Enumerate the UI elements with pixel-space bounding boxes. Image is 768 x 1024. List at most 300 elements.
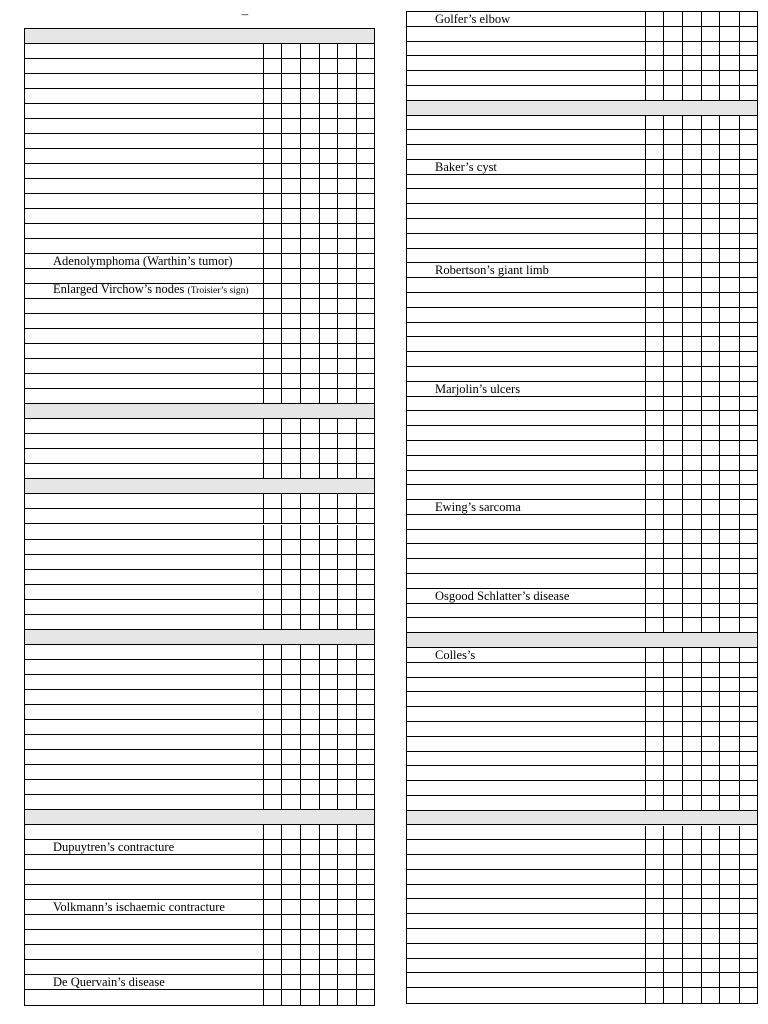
check-cell[interactable] [719, 323, 739, 338]
check-cell[interactable] [645, 692, 663, 707]
check-cell[interactable] [701, 530, 719, 545]
check-cell[interactable] [281, 795, 300, 810]
check-cell[interactable] [645, 278, 663, 293]
check-cell[interactable] [682, 130, 701, 145]
check-cell[interactable] [319, 990, 337, 1005]
check-cell[interactable] [682, 530, 701, 545]
check-cell[interactable] [739, 855, 757, 870]
check-cell[interactable] [337, 915, 356, 930]
check-cell[interactable] [300, 494, 319, 509]
check-cell[interactable] [319, 209, 337, 224]
check-cell[interactable] [356, 329, 374, 344]
check-cell[interactable] [663, 559, 682, 574]
check-cell[interactable] [645, 189, 663, 204]
check-cell[interactable] [319, 900, 337, 915]
check-cell[interactable] [337, 855, 356, 870]
check-cell[interactable] [337, 419, 356, 434]
check-cell[interactable] [701, 71, 719, 86]
check-cell[interactable] [300, 525, 319, 540]
check-cell[interactable] [739, 870, 757, 885]
check-cell[interactable] [701, 278, 719, 293]
check-cell[interactable] [682, 618, 701, 633]
check-cell[interactable] [319, 494, 337, 509]
check-cell[interactable] [663, 293, 682, 308]
check-cell[interactable] [663, 929, 682, 944]
check-cell[interactable] [300, 119, 319, 134]
check-cell[interactable] [739, 737, 757, 752]
check-cell[interactable] [356, 89, 374, 104]
check-cell[interactable] [682, 145, 701, 160]
check-cell[interactable] [300, 149, 319, 164]
check-cell[interactable] [719, 56, 739, 71]
check-cell[interactable] [719, 781, 739, 796]
check-cell[interactable] [645, 382, 663, 397]
check-cell[interactable] [263, 540, 281, 555]
check-cell[interactable] [701, 130, 719, 145]
check-cell[interactable] [337, 795, 356, 810]
check-cell[interactable] [281, 870, 300, 885]
check-cell[interactable] [281, 344, 300, 359]
check-cell[interactable] [682, 382, 701, 397]
check-cell[interactable] [337, 149, 356, 164]
check-cell[interactable] [281, 494, 300, 509]
check-cell[interactable] [739, 959, 757, 974]
check-cell[interactable] [719, 944, 739, 959]
check-cell[interactable] [739, 914, 757, 929]
check-cell[interactable] [739, 42, 757, 57]
check-cell[interactable] [719, 397, 739, 412]
check-cell[interactable] [356, 104, 374, 119]
check-cell[interactable] [701, 781, 719, 796]
check-cell[interactable] [356, 419, 374, 434]
check-cell[interactable] [645, 678, 663, 693]
check-cell[interactable] [356, 194, 374, 209]
check-cell[interactable] [337, 284, 356, 299]
check-cell[interactable] [337, 269, 356, 284]
check-cell[interactable] [645, 973, 663, 988]
check-cell[interactable] [300, 945, 319, 960]
check-cell[interactable] [263, 179, 281, 194]
check-cell[interactable] [263, 705, 281, 720]
check-cell[interactable] [263, 314, 281, 329]
check-cell[interactable] [300, 329, 319, 344]
check-cell[interactable] [663, 707, 682, 722]
check-cell[interactable] [719, 899, 739, 914]
check-cell[interactable] [682, 544, 701, 559]
check-cell[interactable] [337, 960, 356, 975]
check-cell[interactable] [337, 89, 356, 104]
check-cell[interactable] [300, 765, 319, 780]
check-cell[interactable] [701, 707, 719, 722]
check-cell[interactable] [682, 397, 701, 412]
check-cell[interactable] [281, 900, 300, 915]
check-cell[interactable] [645, 752, 663, 767]
check-cell[interactable] [645, 618, 663, 633]
check-cell[interactable] [319, 164, 337, 179]
check-cell[interactable] [719, 663, 739, 678]
check-cell[interactable] [337, 179, 356, 194]
check-cell[interactable] [701, 323, 719, 338]
check-cell[interactable] [719, 648, 739, 663]
check-cell[interactable] [739, 471, 757, 486]
check-cell[interactable] [319, 825, 337, 840]
check-cell[interactable] [663, 752, 682, 767]
check-cell[interactable] [337, 509, 356, 524]
check-cell[interactable] [719, 485, 739, 500]
check-cell[interactable] [281, 765, 300, 780]
check-cell[interactable] [663, 397, 682, 412]
check-cell[interactable] [263, 525, 281, 540]
check-cell[interactable] [263, 89, 281, 104]
check-cell[interactable] [263, 750, 281, 765]
check-cell[interactable] [319, 870, 337, 885]
check-cell[interactable] [682, 944, 701, 959]
check-cell[interactable] [356, 239, 374, 254]
check-cell[interactable] [682, 189, 701, 204]
check-cell[interactable] [319, 509, 337, 524]
check-cell[interactable] [701, 885, 719, 900]
check-cell[interactable] [663, 678, 682, 693]
check-cell[interactable] [281, 104, 300, 119]
check-cell[interactable] [356, 930, 374, 945]
check-cell[interactable] [645, 293, 663, 308]
check-cell[interactable] [663, 382, 682, 397]
check-cell[interactable] [300, 179, 319, 194]
check-cell[interactable] [645, 219, 663, 234]
check-cell[interactable] [356, 119, 374, 134]
check-cell[interactable] [356, 735, 374, 750]
check-cell[interactable] [319, 359, 337, 374]
check-cell[interactable] [645, 485, 663, 500]
check-cell[interactable] [356, 900, 374, 915]
check-cell[interactable] [263, 464, 281, 479]
check-cell[interactable] [645, 988, 663, 1003]
check-cell[interactable] [337, 209, 356, 224]
check-cell[interactable] [719, 234, 739, 249]
check-cell[interactable] [319, 314, 337, 329]
check-cell[interactable] [719, 189, 739, 204]
check-cell[interactable] [739, 929, 757, 944]
check-cell[interactable] [356, 299, 374, 314]
check-cell[interactable] [701, 618, 719, 633]
check-cell[interactable] [645, 870, 663, 885]
check-cell[interactable] [739, 885, 757, 900]
check-cell[interactable] [739, 559, 757, 574]
check-cell[interactable] [645, 944, 663, 959]
check-cell[interactable] [319, 585, 337, 600]
check-cell[interactable] [300, 464, 319, 479]
check-cell[interactable] [645, 515, 663, 530]
check-cell[interactable] [281, 720, 300, 735]
check-cell[interactable] [356, 224, 374, 239]
check-cell[interactable] [682, 337, 701, 352]
check-cell[interactable] [319, 555, 337, 570]
check-cell[interactable] [645, 559, 663, 574]
check-cell[interactable] [663, 234, 682, 249]
check-cell[interactable] [319, 930, 337, 945]
check-cell[interactable] [337, 555, 356, 570]
check-cell[interactable] [356, 975, 374, 990]
check-cell[interactable] [645, 426, 663, 441]
check-cell[interactable] [739, 116, 757, 131]
check-cell[interactable] [281, 525, 300, 540]
check-cell[interactable] [356, 314, 374, 329]
check-cell[interactable] [300, 344, 319, 359]
check-cell[interactable] [300, 314, 319, 329]
check-cell[interactable] [263, 284, 281, 299]
check-cell[interactable] [719, 411, 739, 426]
check-cell[interactable] [719, 870, 739, 885]
check-cell[interactable] [682, 308, 701, 323]
check-cell[interactable] [281, 119, 300, 134]
check-cell[interactable] [300, 750, 319, 765]
check-cell[interactable] [739, 308, 757, 323]
check-cell[interactable] [739, 678, 757, 693]
check-cell[interactable] [663, 471, 682, 486]
check-cell[interactable] [319, 44, 337, 59]
check-cell[interactable] [719, 752, 739, 767]
check-cell[interactable] [281, 59, 300, 74]
check-cell[interactable] [337, 359, 356, 374]
check-cell[interactable] [663, 500, 682, 515]
check-cell[interactable] [682, 885, 701, 900]
check-cell[interactable] [719, 840, 739, 855]
check-cell[interactable] [356, 359, 374, 374]
check-cell[interactable] [319, 840, 337, 855]
check-cell[interactable] [337, 945, 356, 960]
check-cell[interactable] [739, 130, 757, 145]
check-cell[interactable] [300, 134, 319, 149]
check-cell[interactable] [300, 44, 319, 59]
check-cell[interactable] [663, 826, 682, 841]
check-cell[interactable] [356, 74, 374, 89]
check-cell[interactable] [356, 705, 374, 720]
check-cell[interactable] [682, 204, 701, 219]
check-cell[interactable] [739, 663, 757, 678]
check-cell[interactable] [356, 59, 374, 74]
check-cell[interactable] [682, 293, 701, 308]
check-cell[interactable] [356, 44, 374, 59]
check-cell[interactable] [719, 574, 739, 589]
check-cell[interactable] [281, 239, 300, 254]
check-cell[interactable] [337, 344, 356, 359]
check-cell[interactable] [701, 352, 719, 367]
check-cell[interactable] [719, 530, 739, 545]
check-cell[interactable] [701, 722, 719, 737]
check-cell[interactable] [739, 411, 757, 426]
check-cell[interactable] [337, 930, 356, 945]
check-cell[interactable] [281, 990, 300, 1005]
check-cell[interactable] [263, 600, 281, 615]
check-cell[interactable] [645, 530, 663, 545]
check-cell[interactable] [281, 825, 300, 840]
check-cell[interactable] [719, 130, 739, 145]
check-cell[interactable] [663, 160, 682, 175]
check-cell[interactable] [701, 367, 719, 382]
check-cell[interactable] [281, 74, 300, 89]
check-cell[interactable] [281, 89, 300, 104]
check-cell[interactable] [645, 411, 663, 426]
check-cell[interactable] [701, 914, 719, 929]
check-cell[interactable] [281, 735, 300, 750]
check-cell[interactable] [701, 899, 719, 914]
check-cell[interactable] [645, 116, 663, 131]
check-cell[interactable] [719, 116, 739, 131]
check-cell[interactable] [319, 74, 337, 89]
check-cell[interactable] [263, 149, 281, 164]
check-cell[interactable] [300, 885, 319, 900]
check-cell[interactable] [281, 750, 300, 765]
check-cell[interactable] [739, 441, 757, 456]
check-cell[interactable] [663, 589, 682, 604]
check-cell[interactable] [701, 42, 719, 57]
check-cell[interactable] [319, 855, 337, 870]
check-cell[interactable] [263, 615, 281, 630]
check-cell[interactable] [645, 663, 663, 678]
check-cell[interactable] [263, 119, 281, 134]
check-cell[interactable] [663, 544, 682, 559]
check-cell[interactable] [701, 145, 719, 160]
check-cell[interactable] [356, 284, 374, 299]
check-cell[interactable] [281, 615, 300, 630]
check-cell[interactable] [356, 525, 374, 540]
check-cell[interactable] [319, 750, 337, 765]
check-cell[interactable] [281, 284, 300, 299]
check-cell[interactable] [356, 960, 374, 975]
check-cell[interactable] [300, 660, 319, 675]
check-cell[interactable] [356, 645, 374, 660]
check-cell[interactable] [719, 885, 739, 900]
check-cell[interactable] [682, 175, 701, 190]
check-cell[interactable] [701, 12, 719, 27]
check-cell[interactable] [719, 855, 739, 870]
check-cell[interactable] [281, 855, 300, 870]
check-cell[interactable] [701, 870, 719, 885]
check-cell[interactable] [281, 930, 300, 945]
check-cell[interactable] [701, 589, 719, 604]
check-cell[interactable] [701, 249, 719, 264]
check-cell[interactable] [645, 71, 663, 86]
check-cell[interactable] [645, 234, 663, 249]
check-cell[interactable] [663, 456, 682, 471]
check-cell[interactable] [682, 411, 701, 426]
check-cell[interactable] [663, 618, 682, 633]
check-cell[interactable] [319, 119, 337, 134]
check-cell[interactable] [682, 456, 701, 471]
check-cell[interactable] [300, 825, 319, 840]
check-cell[interactable] [663, 722, 682, 737]
check-cell[interactable] [739, 219, 757, 234]
check-cell[interactable] [682, 12, 701, 27]
check-cell[interactable] [337, 164, 356, 179]
check-cell[interactable] [645, 914, 663, 929]
check-cell[interactable] [356, 134, 374, 149]
check-cell[interactable] [701, 308, 719, 323]
check-cell[interactable] [682, 692, 701, 707]
check-cell[interactable] [263, 299, 281, 314]
check-cell[interactable] [739, 278, 757, 293]
check-cell[interactable] [263, 164, 281, 179]
check-cell[interactable] [319, 720, 337, 735]
check-cell[interactable] [719, 175, 739, 190]
check-cell[interactable] [281, 449, 300, 464]
check-cell[interactable] [356, 540, 374, 555]
check-cell[interactable] [645, 737, 663, 752]
check-cell[interactable] [281, 329, 300, 344]
check-cell[interactable] [319, 915, 337, 930]
check-cell[interactable] [739, 604, 757, 619]
check-cell[interactable] [682, 899, 701, 914]
check-cell[interactable] [319, 795, 337, 810]
check-cell[interactable] [663, 692, 682, 707]
check-cell[interactable] [645, 337, 663, 352]
check-cell[interactable] [682, 559, 701, 574]
check-cell[interactable] [739, 766, 757, 781]
check-cell[interactable] [663, 737, 682, 752]
check-cell[interactable] [701, 544, 719, 559]
check-cell[interactable] [337, 765, 356, 780]
check-cell[interactable] [356, 164, 374, 179]
check-cell[interactable] [663, 870, 682, 885]
check-cell[interactable] [356, 690, 374, 705]
check-cell[interactable] [319, 449, 337, 464]
check-cell[interactable] [739, 796, 757, 811]
check-cell[interactable] [300, 915, 319, 930]
check-cell[interactable] [719, 618, 739, 633]
check-cell[interactable] [281, 134, 300, 149]
check-cell[interactable] [263, 389, 281, 404]
check-cell[interactable] [663, 219, 682, 234]
check-cell[interactable] [682, 278, 701, 293]
check-cell[interactable] [281, 975, 300, 990]
check-cell[interactable] [281, 960, 300, 975]
check-cell[interactable] [663, 574, 682, 589]
check-cell[interactable] [701, 485, 719, 500]
check-cell[interactable] [701, 826, 719, 841]
check-cell[interactable] [663, 648, 682, 663]
check-cell[interactable] [739, 160, 757, 175]
check-cell[interactable] [300, 555, 319, 570]
check-cell[interactable] [300, 900, 319, 915]
check-cell[interactable] [701, 204, 719, 219]
check-cell[interactable] [739, 692, 757, 707]
check-cell[interactable] [356, 660, 374, 675]
check-cell[interactable] [682, 352, 701, 367]
check-cell[interactable] [682, 471, 701, 486]
check-cell[interactable] [319, 945, 337, 960]
check-cell[interactable] [682, 840, 701, 855]
check-cell[interactable] [739, 826, 757, 841]
check-cell[interactable] [356, 765, 374, 780]
check-cell[interactable] [263, 224, 281, 239]
check-cell[interactable] [682, 766, 701, 781]
check-cell[interactable] [337, 600, 356, 615]
check-cell[interactable] [701, 559, 719, 574]
check-cell[interactable] [300, 359, 319, 374]
check-cell[interactable] [281, 194, 300, 209]
check-cell[interactable] [645, 352, 663, 367]
check-cell[interactable] [281, 780, 300, 795]
check-cell[interactable] [300, 930, 319, 945]
check-cell[interactable] [682, 604, 701, 619]
check-cell[interactable] [319, 104, 337, 119]
check-cell[interactable] [739, 12, 757, 27]
check-cell[interactable] [701, 293, 719, 308]
check-cell[interactable] [281, 690, 300, 705]
check-cell[interactable] [645, 160, 663, 175]
check-cell[interactable] [682, 367, 701, 382]
check-cell[interactable] [719, 337, 739, 352]
